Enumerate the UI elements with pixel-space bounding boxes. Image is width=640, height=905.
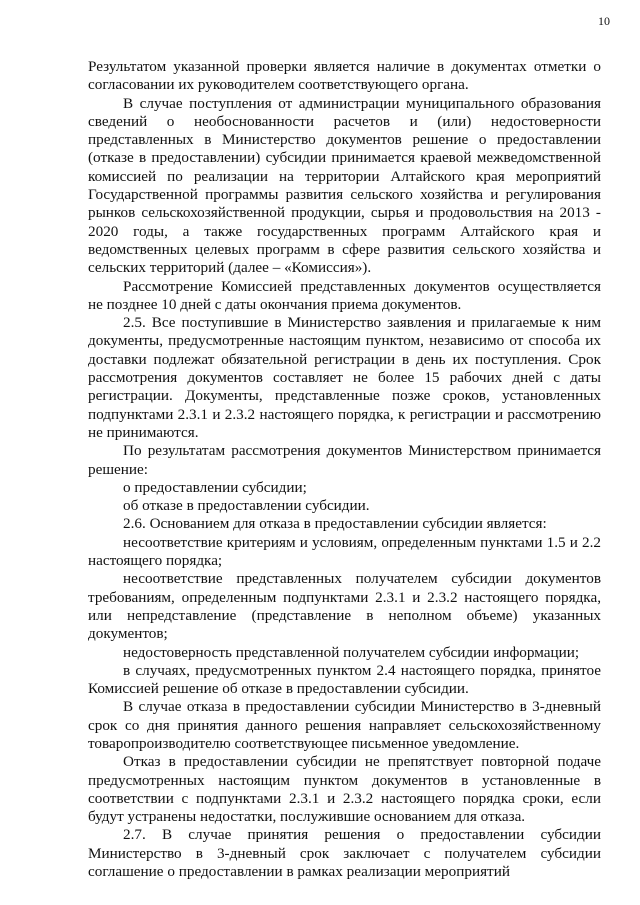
paragraph-decision-intro: По результатам рассмотрения документов Министерством принимается решение: xyxy=(88,442,601,478)
paragraph-repeat-submission: Отказ в предоставлении субсидии не препятствует повторной подаче предусмотренных настоящим пунктом документов в установленные в соответствии с подпунктами 2.3.1 и 2.3.2 настоящего порядка сроки, если будут устранены недостатки, послужившие основанием для отказа. xyxy=(88,753,601,826)
paragraph-verification-result: Результатом указанной проверки является наличие в документах отметки о согласовании их руководителем соответствующего органа. xyxy=(88,58,601,94)
list-item-false-information: недостоверность представленной получателем субсидии информации; xyxy=(123,643,580,661)
paragraph-section-2-5: 2.5. Все поступившие в Министерство заявления и прилагаемые к ним документы, предусмотренные настоящим пунктом, независимо от способа их доставки подлежат обязательной регистрации в день их поступления. Срок рассмотрения документов составляет не более 15 рабочих дней с даты регистрации. Документы, представленные позже сроков, установленных подпунктами 2.3.1 и 2.3.2 настоящего порядка, к регистрации и рассмотрению не принимаются. xyxy=(88,314,601,441)
paragraph-section-2-6: 2.6. Основанием для отказа в предоставлении субсидии является: xyxy=(123,515,547,533)
paragraph-section-2-7: 2.7. В случае принятия решения о предоставлении субсидии Министерство в 3-дневный срок заключает с получателем субсидии соглашение о предоставлении в рамках реализации мероприятий xyxy=(88,826,601,881)
document-body xyxy=(88,58,601,881)
paragraph-commission-review: Рассмотрение Комиссией представленных документов осуществляется не позднее 10 дней с даты окончания приема документов. xyxy=(88,277,601,313)
list-item-documents-mismatch: несоответствие представленных получателем субсидии документов требованиям, определенным подпунктами 2.3.1 и 2.3.2 настоящего порядка, или непредставление (представление в неполном объеме) указанных документов; xyxy=(88,570,601,643)
list-item-grant-subsidy: о предоставлении субсидии; xyxy=(123,478,307,496)
paragraph-municipal-information: В случае поступления от администрации муниципального образования сведений о необоснованности расчетов и (или) недостоверности представленных в Министерство документов решение о предоставлении (отказе в предоставлении) субсидии принимается краевой межведомственной комиссией по реализации на территории Алтайского края мероприятий Государственной программы развития сельского хозяйства и регулирования рынков сельскохозяйственной продукции, сырья и продовольствия на 2013 - 2020 годы, а также государственных программ Алтайского края и ведомственных целевых программ в сфере развития сельского хозяйства и сельских территорий (далее – «Комиссия»). xyxy=(88,94,601,277)
list-item-criteria-mismatch: несоответствие критериям и условиям, определенным пунктами 1.5 и 2.2 настоящего порядка; xyxy=(88,533,601,570)
paragraph-refusal-notice: В случае отказа в предоставлении субсидии Министерство в 3-дневный срок со дня принятия данного решения направляет сельскохозяйственному товаропроизводителю соответствующее письменное уведомление. xyxy=(88,698,601,752)
list-item-commission-refusal: в случаях, предусмотренных пунктом 2.4 настоящего порядка, принятое Комиссией решение об отказе в предоставлении субсидии. xyxy=(88,661,601,698)
page-number: 10 xyxy=(598,14,610,28)
list-item-refuse-subsidy: об отказе в предоставлении субсидии. xyxy=(123,497,370,515)
